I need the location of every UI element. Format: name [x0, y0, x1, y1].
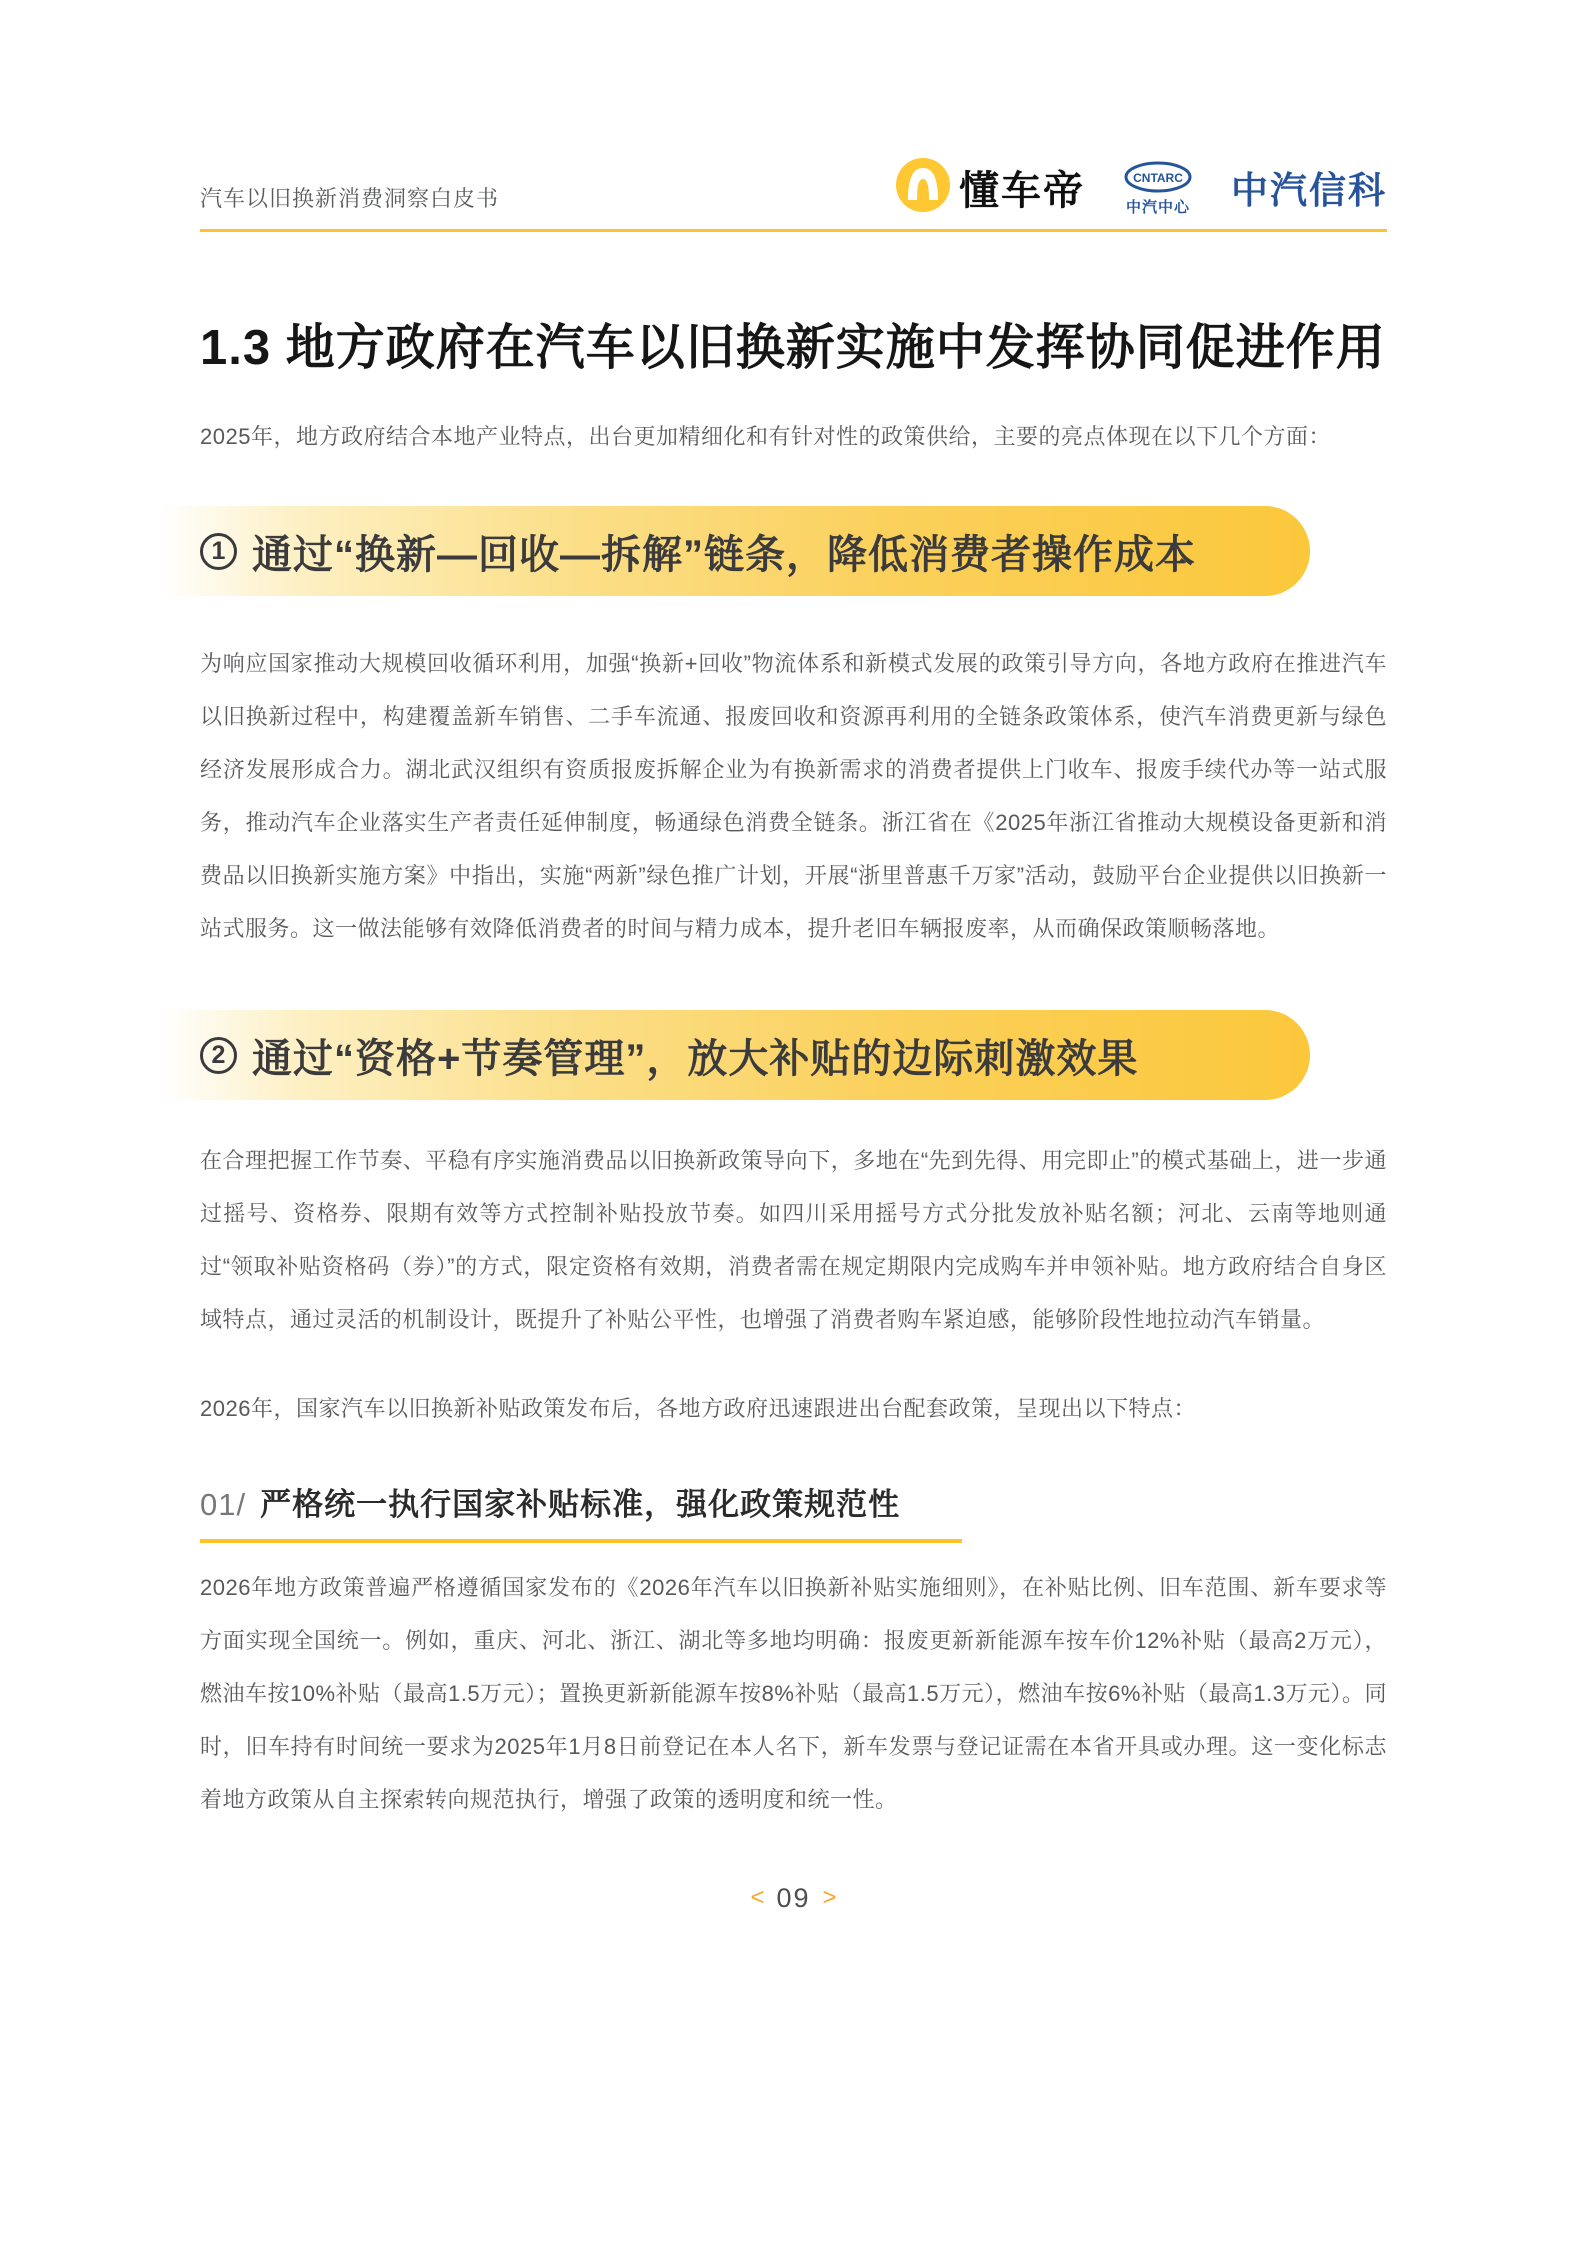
subsection-01 [200, 1483, 1387, 1543]
page-number: 09 [776, 1883, 811, 1913]
dongchedi-icon [896, 158, 950, 217]
document-title: 汽车以旧换新消费洞察白皮书 [200, 186, 500, 211]
banner-1-title: 通过“换新—回收—拆解”链条，降低消费者操作成本 [252, 532, 1196, 577]
highlight-banner-1 [160, 506, 1310, 596]
cntarc-badge-text: CNTARC [1133, 171, 1183, 185]
next-page-arrow[interactable]: > [822, 1884, 837, 1911]
logo-group [896, 158, 1387, 217]
banner-2-title: 通过“资格+节奏管理”，放大补贴的边际刺激效果 [252, 1036, 1139, 1081]
yellow-underline [200, 1539, 962, 1543]
subsection-title: 严格统一执行国家补贴标准，强化政策规范性 [260, 1487, 901, 1522]
page-footer [0, 1882, 1587, 1914]
dongchedi-logo [896, 158, 1085, 217]
lead-paragraph-2026: 2026年，国家汽车以旧换新补贴政策发布后，各地方政府迅速跟进出台配套政策，呈现出以下特点： [200, 1396, 1196, 1421]
subsection-heading [200, 1483, 1387, 1527]
section-1-body: 为响应国家推动大规模回收循环利用，加强“换新+回收”物流体系和新模式发展的政策引导方向，各地方政府在推进汽车以旧换新过程中，构建覆盖新车销售、二手车流通、报废回收和资源再利用的全链条政策体系，使汽车消费更新与绿色经济发展形成合力。湖北武汉组织有资质报废拆解企业为有换新需求的消费者提供上门收车、报废手续代办等一站式服务，推动汽车企业落实生产者责任延伸制度，畅通绿色消费全链条。浙江省在《2025年浙江省推动大规模设备更新和消费品以旧换新实施方案》中指出，实施“两新”绿色推广计划，开展“浙里普惠千万家”活动，鼓励平台企业提供以旧换新一站式服务。这一做法能够有效降低消费者的时间与精力成本，提升老旧车辆报废率，从而确保政策顺畅落地。 [200, 651, 1387, 941]
cntarc-logo [1115, 160, 1201, 215]
circled-number-1-icon: 1 [200, 533, 237, 570]
prev-page-arrow[interactable]: < [750, 1884, 765, 1911]
subsection-body: 2026年地方政策普遍严格遵循国家发布的《2026年汽车以旧换新补贴实施细则》，在补贴比例、旧车范围、新车要求等方面实现全国统一。例如，重庆、河北、浙江、湖北等多地均明确：报废更新新能源车按车价12%补贴（最高2万元），燃油车按10%补贴（最高1.5万元）；置换更新新能源车按8%补贴（最高1.5万元），燃油车按6%补贴（最高1.3万元）。同时，旧车持有时间统一要求为2025年1月8日前登记在本人名下，新车发票与登记证需在本省开具或办理。这一变化标志着地方政策从自主探索转向规范执行，增强了政策的透明度和统一性。 [200, 1575, 1387, 1812]
highlight-banner-2 [160, 1010, 1310, 1100]
section-title: 1.3 地方政府在汽车以旧换新实施中发挥协同促进作用 [200, 321, 1386, 375]
dongchedi-logo-text: 懂车帝 [959, 169, 1085, 213]
intro-paragraph: 2025年，地方政府结合本地产业特点，出台更加精细化和有针对性的政策供给，主要的亮点体现在以下几个方面： [200, 424, 1331, 449]
section-2-body: 在合理把握工作节奏、平稳有序实施消费品以旧换新政策导向下，多地在“先到先得、用完即止”的模式基础上，进一步通过摇号、资格券、限期有效等方式控制补贴投放节奏。如四川采用摇号方式分批发放补贴名额；河北、云南等地则通过“领取补贴资格码（券）”的方式，限定资格有效期，消费者需在规定期限内完成购车并申领补贴。地方政府结合自身区域特点，通过灵活的机制设计，既提升了补贴公平性，也增强了消费者购车紧迫感，能够阶段性地拉动汽车销量。 [200, 1148, 1388, 1332]
subsection-number: 01/ [200, 1487, 247, 1522]
page-header [200, 0, 1387, 232]
zhongqixinke-logo-text: 中汽信科 [1231, 169, 1387, 211]
cntarc-logo-text: 中汽中心 [1125, 199, 1190, 216]
cntarc-oval-icon [1115, 160, 1201, 198]
circled-number-2-icon: 2 [200, 1037, 237, 1074]
